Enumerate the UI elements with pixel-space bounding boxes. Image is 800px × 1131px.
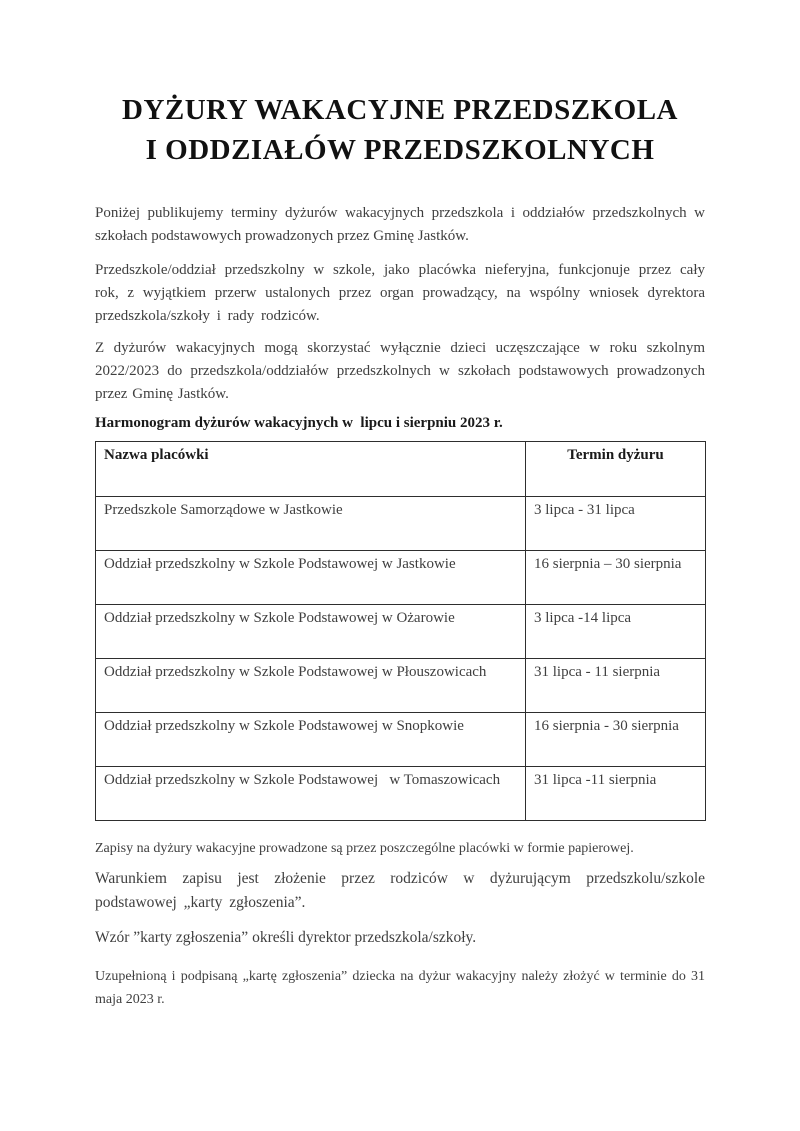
table-row <box>96 659 706 713</box>
duty-term-cell: 16 sierpnia - 30 sierpnia <box>526 713 706 767</box>
page-title-line-1: DYŻURY WAKACYJNE PRZEDSZKOLA <box>122 94 678 126</box>
facility-name-cell: Oddział przedszkolny w Szkole Podstawowej w Snopkowie <box>96 713 526 767</box>
facility-name-cell: Przedszkole Samorządowe w Jastkowie <box>96 497 526 551</box>
table-row <box>96 605 706 659</box>
table-row <box>96 551 706 605</box>
table-header-row <box>96 442 706 497</box>
page-title <box>95 90 705 170</box>
table-row <box>96 497 706 551</box>
paragraph-wzor: Wzór ”karty zgłoszenia” określi dyrektor przedszkola/szkoły. <box>95 929 477 946</box>
paragraph-zapisy: Zapisy na dyżury wakacyjne prowadzone są przez poszczególne placówki w formie papierowej. <box>95 841 634 856</box>
table-row <box>96 767 706 821</box>
document-content <box>95 0 705 1011</box>
facility-name-cell: Oddział przedszkolny w Szkole Podstawowej w Jastkowie <box>96 551 526 605</box>
paragraph-eligibility: Z dyżurów wakacyjnych mogą skorzystać wyłącznie dzieci uczęszczające w roku szkolnym 2022/2023 do przedszkola/oddziałów przedszkolnych w szkołach podstawowych prowadzonych przez Gminę Jastków. <box>95 340 705 402</box>
paragraph-uzupelniona: Uzupełnioną i podpisaną „kartę zgłoszenia” dziecka na dyżur wakacyjny należy złożyć w terminie do 31 maja 2023 r. <box>95 969 705 1007</box>
duty-term-cell: 3 lipca - 31 lipca <box>526 497 706 551</box>
schedule-heading: Harmonogram dyżurów wakacyjnych w lipcu i sierpniu 2023 r. <box>95 415 503 431</box>
paragraph-intro: Poniżej publikujemy terminy dyżurów wakacyjnych przedszkola i oddziałów przedszkolnych w szkołach podstawowych prowadzonych przez Gminę Jastków. <box>95 205 705 244</box>
facility-name-cell: Oddział przedszkolny w Szkole Podstawowej w Ożarowie <box>96 605 526 659</box>
duty-term-cell: 31 lipca -11 sierpnia <box>526 767 706 821</box>
column-header-facility-name: Nazwa placówki <box>96 442 526 497</box>
page-title-line-2: I ODDZIAŁÓW PRZEDSZKOLNYCH <box>145 134 655 166</box>
paragraph-warunkiem: Warunkiem zapisu jest złożenie przez rodziców w dyżurującym przedszkolu/szkole podstawowej „karty zgłoszenia”. <box>95 870 705 911</box>
column-header-duty-term: Termin dyżuru <box>526 442 706 497</box>
duty-term-cell: 16 sierpnia – 30 sierpnia <box>526 551 706 605</box>
facility-name-cell: Oddział przedszkolny w Szkole Podstawowej w Płouszowicach <box>96 659 526 713</box>
paragraph-nieferyjna: Przedszkole/oddział przedszkolny w szkole, jako placówka nieferyjna, funkcjonuje przez cały rok, z wyjątkiem przerw ustalonych przez organ prowadzący, na wspólny wniosek dyrektora przedszkola/szkoły i rady rodziców. <box>95 262 705 324</box>
duty-term-cell: 31 lipca - 11 sierpnia <box>526 659 706 713</box>
table-row <box>96 713 706 767</box>
duty-schedule-table <box>95 441 706 821</box>
facility-name-cell: Oddział przedszkolny w Szkole Podstawowej w Tomaszowicach <box>96 767 526 821</box>
duty-term-cell: 3 lipca -14 lipca <box>526 605 706 659</box>
